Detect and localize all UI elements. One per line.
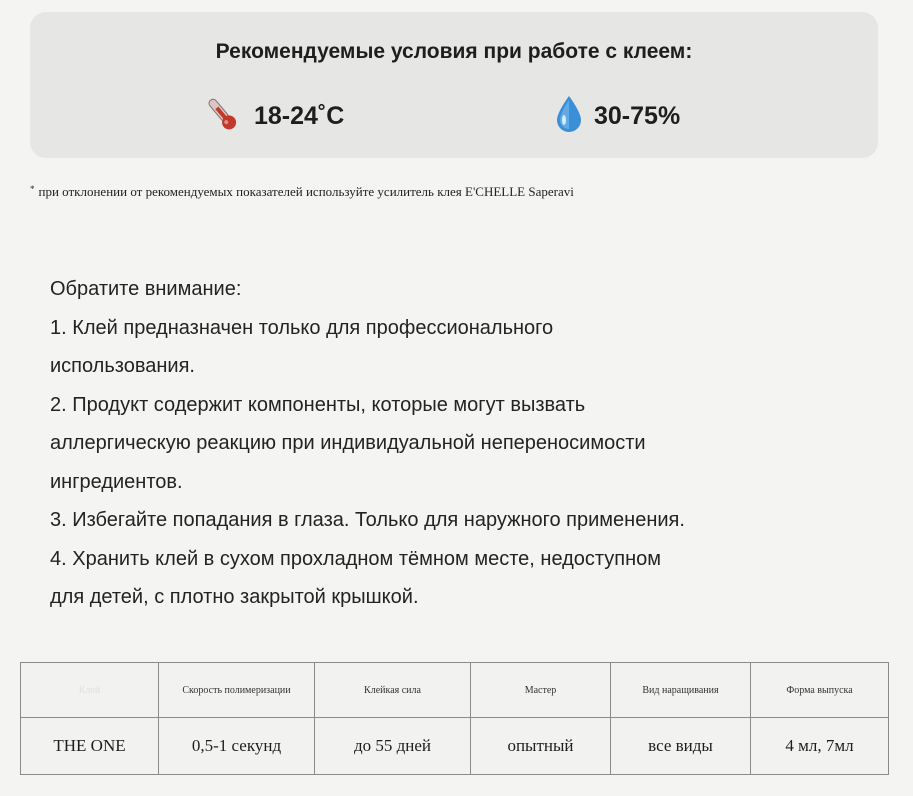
water-drop-icon [554,94,584,139]
footnote-text: при отклонении от рекомендуемых показателей используйте усилитель клея E'CHELLE Saperavi [38,184,574,199]
table-header-row [21,663,889,718]
table-cell: все виды [611,718,751,775]
temperature-value: 18-24˚C [254,102,345,130]
notice-line: использования. [50,355,195,377]
table-row [21,718,889,775]
table-cell: 4 мл, 7мл [751,718,889,775]
table-header-cell: Форма выпуска [751,663,889,718]
product-spec-table [20,662,889,775]
temperature-row [200,94,344,139]
footnote [30,184,910,200]
notice-line: аллергическую реакцию при индивидуальной непереносимости [50,432,646,454]
table-header-cell: Клей [21,663,159,718]
table-cell: до 55 дней [315,718,471,775]
table-header-cell: Скорость полимеризации [159,663,315,718]
recommended-conditions-card [30,12,878,158]
conditions-title: Рекомендуемые условия при работе с клеем: [215,40,693,63]
notice-line: ингредиентов. [50,470,183,493]
table-cell: THE ONE [21,718,159,775]
notice-line: 1. Клей предназначен только для профессионального [50,316,554,339]
notice-line: 3. Избегайте попадания в глаза. Только для наружного применения. [50,509,685,531]
table-header-cell: Мастер [471,663,611,718]
humidity-value: 30-75% [594,102,681,130]
notice-line: 2. Продукт содержит компоненты, которые могут вызвать [50,393,586,416]
humidity-row [554,94,680,139]
table-header-cell: Вид наращивания [611,663,751,718]
thermometer-icon [200,94,244,139]
notice-block [50,270,910,617]
table-header-cell: Клейкая сила [315,663,471,718]
notice-line: 4. Хранить клей в сухом прохладном тёмном месте, недоступном [50,547,662,570]
footnote-marker: * [30,184,35,194]
notice-line: для детей, с плотно закрытой крышкой. [50,586,419,608]
notice-heading: Обратите внимание: [50,278,242,300]
table-cell: опытный [471,718,611,775]
table-cell: 0,5-1 секунд [159,718,315,775]
